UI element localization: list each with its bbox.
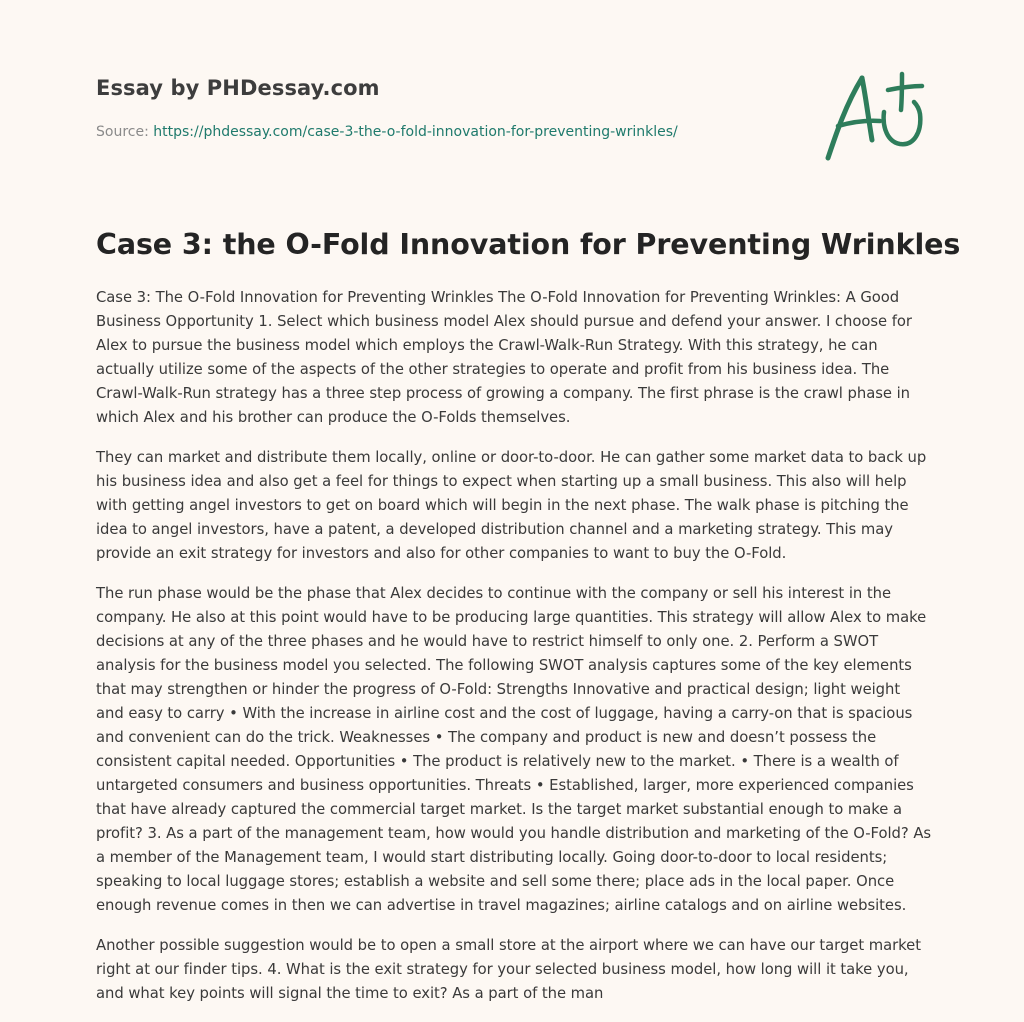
source-label: Source:: [96, 124, 149, 140]
essay-paragraph: They can market and distribute them locally, online or door-to-door. He can gather some market data to back up his business idea and also get a feel for things to expect when starting up a small business. This also will help with getting angel investors to get on board which will begin in the next phase. The walk phase is pitching the idea to angel investors, have a patent, a developed distribution channel and a marketing strategy. This may provide an exit strategy for investors and also for other companies to want to buy the O-Fold.: [96, 449, 927, 562]
essay-title: Case 3: the O-Fold Innovation for Preventing Wrinkles: [96, 228, 961, 261]
essay-paragraph: Another possible suggestion would be to open a small store at the airport where we can have our target market right at our finder tips. 4. What is the exit strategy for your selected business model, how long will it take you, and what key points will signal the time to exit? As a part of the man: [96, 937, 921, 1002]
essay-paragraph: Case 3: The O-Fold Innovation for Preventing Wrinkles The O-Fold Innovation for Preventing Wrinkles: A Good Business Opportunity 1. Select which business model Alex should pursue and defend your answer. I choose for Alex to pursue the business model which employs the Crawl-Walk-Run Strategy. With this strategy, he can actually utilize some of the aspects of the other strategies to operate and profit from his business idea. The Crawl-Walk-Run strategy has a three step process of growing a company. The first phrase is the crawl phase in which Alex and his brother can produce the O-Folds themselves.: [96, 289, 912, 426]
source-line: [96, 124, 678, 140]
site-name: Essay by PHDessay.com: [96, 76, 380, 100]
essay-paragraph: The run phase would be the phase that Alex decides to continue with the company or sell his interest in the company. He also at this point would have to be producing large quantities. This strategy will allow Alex to make decisions at any of the three phases and he would have to restrict himself to only one. 2. Perform a SWOT analysis for the business model you selected. The following SWOT analysis captures some of the key elements that may strengthen or hinder the progress of O-Fold: Strengths Innovative and practical design; light weight and easy to carry • With the increase in airline cost and the cost of luggage, having a carry-on that is spacious and convenient can do the trick. Weaknesses • The company and product is new and doesn’t possess the consistent capital needed. Opportunities • The product is relatively new to the market. • There is a wealth of untargeted consumers and business opportunities. Threats • Established, larger, more experienced companies that have already captured the commercial target market. Is the target market substantial enough to make a profit? 3. As a part of the management team, how would you handle distribution and marketing of the O-Fold? As a member of the Management team, I would start distributing locally. Going door-to-door to local residents; speaking to local luggage stores; establish a website and sell some there; place ads in the local paper. Once enough revenue comes in then we can advertise in travel magazines; airline catalogs and on airline websites.: [96, 585, 932, 914]
a-plus-grade-icon: [822, 68, 930, 164]
source-link[interactable]: https://phdessay.com/case-3-the-o-fold-innovation-for-preventing-wrinkles/: [153, 124, 678, 140]
essay-body: [96, 286, 932, 1022]
